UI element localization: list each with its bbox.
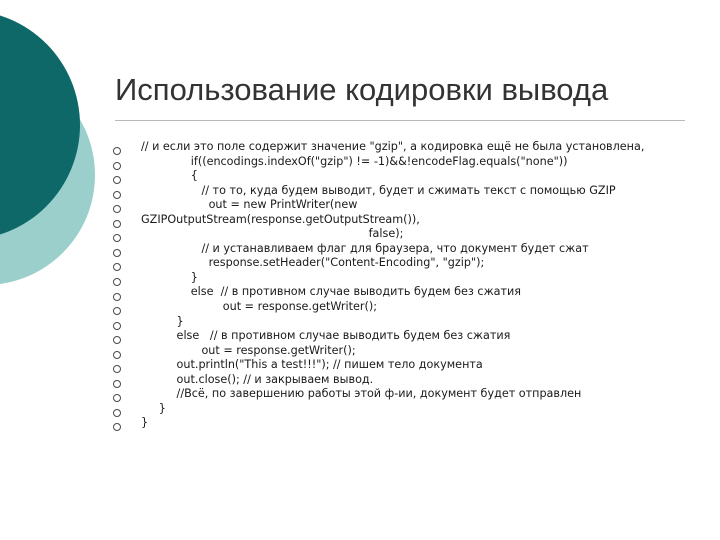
code-line: // то то, куда будем выводит, будет и сжимать текст с помощью GZIP — [141, 183, 616, 197]
code-line: } — [141, 416, 149, 430]
code-line: out = new PrintWriter(new — [141, 198, 358, 212]
code-line: false); — [141, 227, 404, 241]
code-block — [141, 140, 701, 431]
code-line: out = response.getWriter(); — [141, 343, 356, 357]
code-line: else // в противном случае выводить будем без сжатия — [141, 285, 522, 299]
bullet-circle-icon — [113, 162, 121, 170]
code-line: } — [141, 314, 184, 328]
code-line: //Всё, по завершению работы этой ф-ии, документ будет отправлен — [141, 387, 582, 401]
slide-title: Использование кодировки вывода — [115, 72, 609, 107]
code-line: out.println("This a test!!!"); // пишем тело документа — [141, 358, 483, 372]
bullet-circle-icon — [113, 249, 121, 257]
bullet-circle-icon — [113, 278, 121, 286]
code-line: { — [141, 169, 198, 183]
bullet-circle-icon — [113, 293, 121, 301]
bullet-circle-icon — [113, 307, 121, 315]
bullet-circle-icon — [113, 409, 121, 417]
bullet-circle-icon — [113, 147, 121, 155]
code-line: // и если это поле содержит значение "gzip", а кодировка ещё не была установлена, — [141, 140, 645, 153]
code-line: out = response.getWriter(); — [141, 300, 377, 314]
code-line: if((encodings.indexOf("gzip") != -1)&&!encodeFlag.equals("none")) — [141, 154, 568, 168]
bullet-circle-icon — [113, 380, 121, 388]
code-line: out.close(); // и закрываем вывод. — [141, 372, 374, 386]
bullet-circle-icon — [113, 322, 121, 330]
bullet-circle-icon — [113, 220, 121, 228]
code-line: GZIPOutputStream(response.getOutputStream()), — [141, 212, 420, 226]
code-line: } — [141, 270, 198, 284]
code-line: // и устанавливаем флаг для браузера, что документ будет сжат — [141, 241, 589, 255]
bullet-circle-icon — [113, 351, 121, 359]
title-divider — [115, 120, 685, 121]
code-line: response.setHeader("Content-Encoding", "gzip"); — [141, 256, 485, 270]
bullet-circle-icon — [113, 191, 121, 199]
code-line: else // в противном случае выводить будем без сжатия — [141, 329, 511, 343]
code-line: } — [141, 401, 166, 415]
